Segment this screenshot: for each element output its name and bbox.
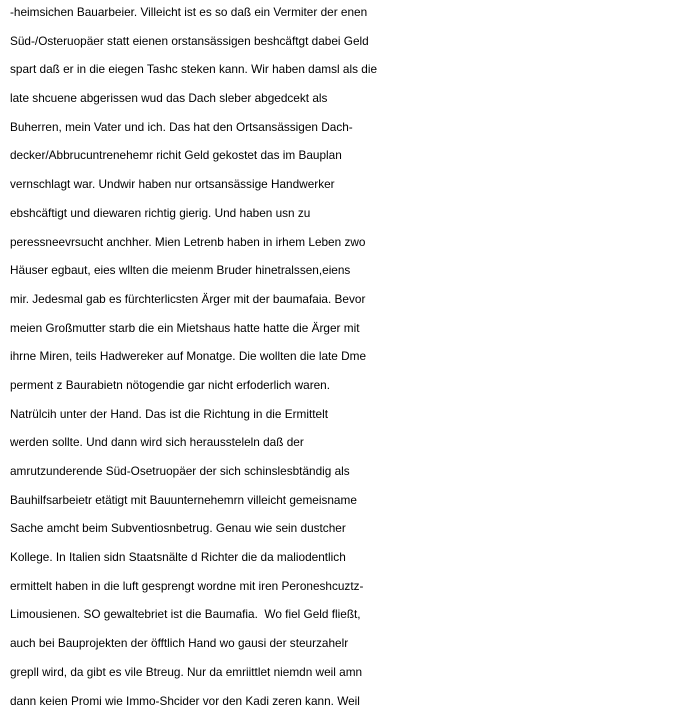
text-line: peressneevrsucht anchher. Mien Letrenb haben in irhem Leben zwo (10, 234, 366, 249)
text-line: meien Großmutter starb die ein Mietshaus hatte hatte die Ärger mit (10, 320, 360, 335)
text-line: decker/Abbrucuntrenehemr richit Geld gekostet das im Bauplan (10, 148, 342, 163)
text-line: -heimsichen Bauarbeier. Villeicht ist es so daß ein Vermiter der enen (10, 5, 368, 19)
text-line: spart daß er in die eiegen Tashc steken kann. Wir haben damsl als die (10, 62, 377, 77)
text-line: werden sollte. Und dann wird sich heraussteleln daß der (10, 435, 304, 450)
text-line: Buherren, mein Vater und ich. Das hat den Ortsansässigen Dach- (10, 119, 353, 134)
text-line: Natrülcih unter der Hand. Das ist die Richtung in die Ermittelt (10, 406, 329, 421)
text-line: perment z Baurabietn nötogendie gar nicht erfoderlich waren. (10, 377, 331, 392)
text-line: grepll wird, da gibt es vile Btreug. Nur da emriittlet niemdn weil amn (10, 664, 363, 679)
text-line: Limousienen. SO gewaltebriet ist die Baumafia. Wo fiel Geld fließt, (10, 607, 361, 622)
text-line: Häuser egbaut, eies wllten die meienm Bruder hinetralssen,eiens (10, 263, 351, 278)
text-line: Bauhilfsarbeietr etätigt mit Bauunternehemrn villeicht gemeisname (10, 492, 357, 507)
text-line: auch bei Bauprojekten der öfftlich Hand wo gausi der steurzahelr (10, 636, 349, 651)
text-line: ihrne Miren, teils Hadwereker auf Monatge. Die wollten die late Dme (10, 349, 367, 364)
text-line: vernschlagt war. Undwir haben nur ortsansässige Handwerker (10, 177, 335, 192)
text-line: ebshcäftigt und diewaren richtig gierig. Und haben usn zu (10, 205, 311, 220)
text-line: Sache amcht beim Subventiosnbetrug. Genau wie sein dustcher (10, 521, 346, 536)
text-line: mir. Jedesmal gab es fürchterlicsten Ärger mit der baumafaia. Bevor (10, 291, 366, 306)
text-line: Süd-/Osteruopäer statt eienen orstansässigen beshcäftgt dabei Geld (10, 33, 369, 48)
text-line: Kollege. In Italien sidn Staatsnälte d Richter die da maliodentlich (10, 550, 346, 565)
text-line: amrutzunderende Süd-Osetruopäer der sich schinslesbtändig als (10, 464, 350, 478)
text-line: late shcuene abgerissen wud das Dach sleber abgedcekt als (10, 91, 328, 106)
document-page (10, 0, 686, 715)
text-line: dann keien Promi wie Immo-Shcider vor den Kadi zeren kann. Weil (10, 693, 360, 708)
text-line: ermittelt haben in die luft gesprengt wordne mit iren Peroneshcuztz- (10, 578, 364, 593)
